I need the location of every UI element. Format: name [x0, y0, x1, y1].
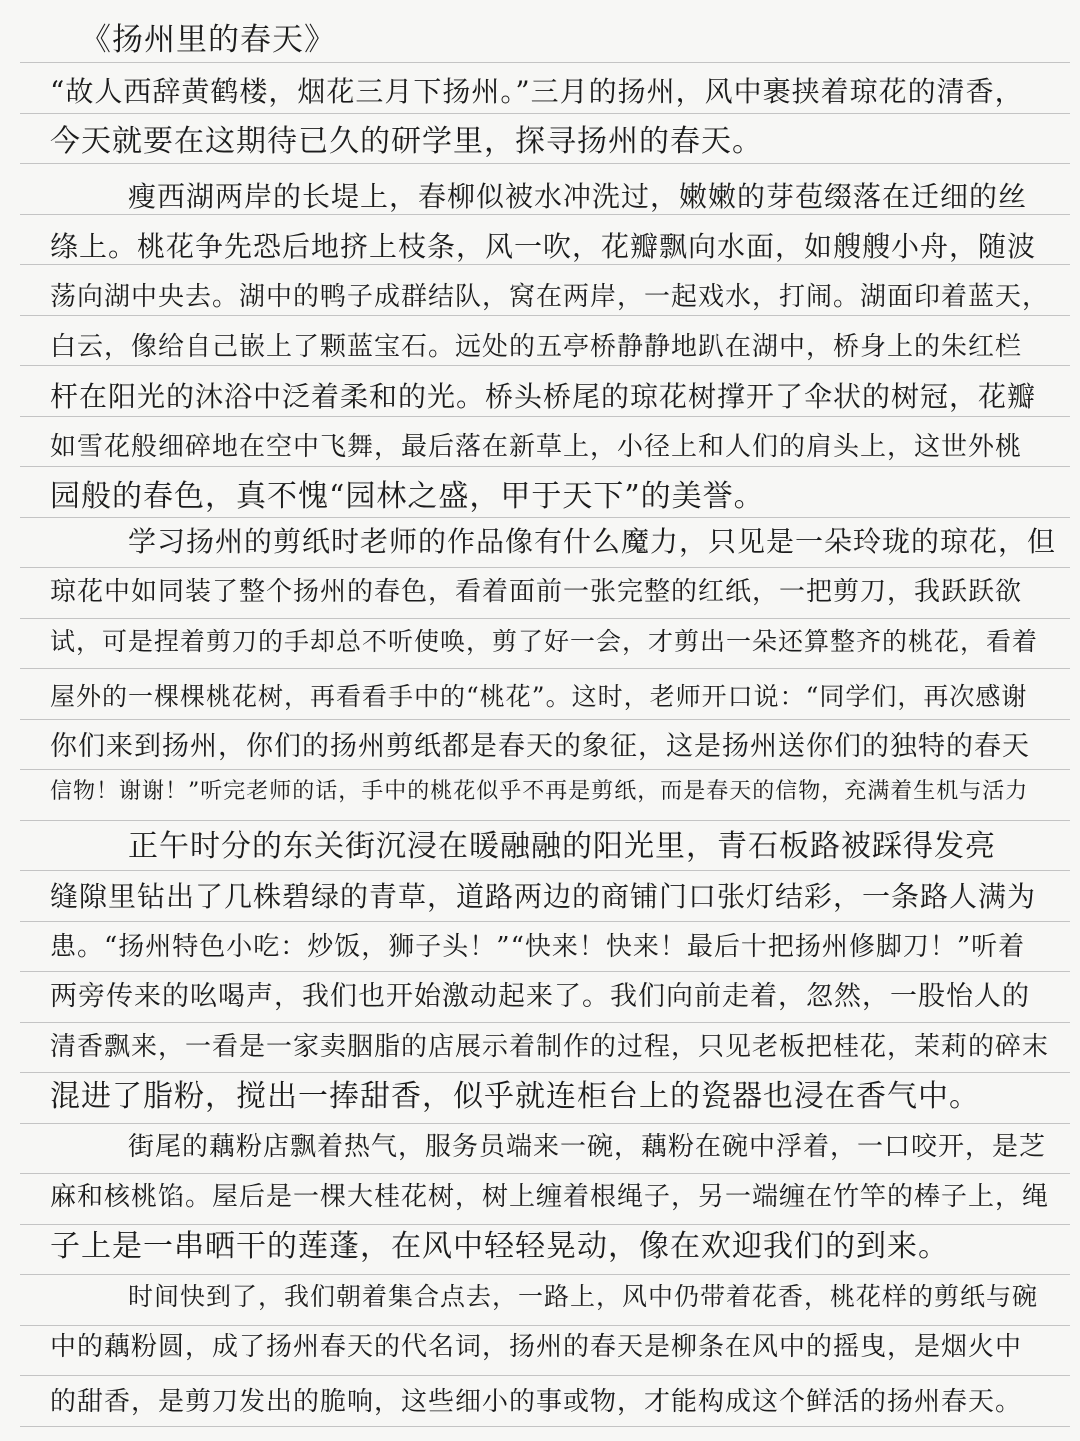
essay-line: 中的藕粉圆，成了扬州春天的代名词，扬州的春天是柳条在风中的摇曳，是烟火中 [50, 1332, 1023, 1362]
essay-line: 缝隙里钻出了几株碧绿的青草，道路两边的商铺门口张灯结彩，一条路人满为 [50, 880, 1037, 913]
ruled-line [20, 1022, 1070, 1023]
essay-line: 学习扬州的剪纸时老师的作品像有什么魔力，只见是一朵玲珑的琼花，但 [128, 525, 1057, 558]
essay-line: 子上是一串晒干的莲蓬，在风中轻轻晃动，像在欢迎我们的到来。 [50, 1229, 949, 1264]
essay-line: 今天就要在这期待已久的研学里，探寻扬州的春天。 [50, 124, 763, 159]
essay-line: 琼花中如同装了整个扬州的春色，看着面前一张完整的红纸，一把剪刀，我跃跃欲 [50, 577, 1023, 607]
ruled-line [20, 1375, 1070, 1376]
essay-line: 时间快到了，我们朝着集合点去，一路上，风中仍带着花香，桃花样的剪纸与碗 [128, 1282, 1039, 1311]
ruled-line [20, 1072, 1070, 1073]
essay-line: 瘦西湖两岸的长堤上，春柳似被水冲洗过，嫩嫩的芽苞缀落在迁细的丝 [128, 180, 1028, 213]
ruled-line [20, 668, 1070, 669]
essay-line: 试，可是捏着剪刀的手却总不听使唤，剪了好一会，才剪出一朵还算整齐的桃花，看着 [50, 627, 1039, 656]
essay-line: 街尾的藕粉店飘着热气，服务员端来一碗，藕粉在碗中浮着，一口咬开，是芝 [128, 1132, 1047, 1162]
essay-line: 白云，像给自己嵌上了颗蓝宝石。远处的五亭桥静静地趴在湖中，桥身上的朱红栏 [50, 332, 1023, 362]
essay-line: 的甜香，是剪刀发出的脆响，这些细小的事或物，才能构成这个鲜活的扬州春天。 [50, 1387, 1023, 1417]
ruled-line [20, 719, 1070, 720]
ruled-line [20, 921, 1070, 922]
ruled-line [20, 1173, 1070, 1174]
ruled-line [20, 62, 1070, 63]
essay-line: 混进了脂粉，搅出一捧甜香，似乎就连柜台上的瓷器也浸在香气中。 [50, 1079, 980, 1114]
essay-line: 患。“扬州特色小吃：炒饭，狮子头！”“快来！快来！最后十把扬州修脚刀！”听着 [50, 932, 1026, 962]
essay-line: 清香飘来，一看是一家卖胭脂的店展示着制作的过程，只见老板把桂花，茉莉的碎末 [50, 1032, 1050, 1062]
ruled-line [20, 820, 1070, 821]
ruled-line [20, 870, 1070, 871]
essay-line: 绦上。桃花争先恐后地挤上枝条，风一吹，花瓣飘向水面，如艘艘小舟，随波 [50, 230, 1037, 263]
essay-line: 屋外的一棵棵桃花树，再看看手中的“桃花”。这时，老师开口说：“同学们，再次感谢 [50, 682, 1028, 711]
essay-line: 园般的春色，真不愧“园林之盛，甲于天下”的美誉。 [50, 479, 765, 514]
essay-title: 《扬州里的春天》 [80, 22, 336, 58]
essay-line: 麻和核桃馅。屋后是一棵大桂花树，树上缠着根绳子，另一端缠在竹竿的棒子上，绳 [50, 1182, 1050, 1212]
essay-line: 信物！谢谢！”听完老师的话，手中的桃花似乎不再是剪纸，而是春天的信物，充满着生机与活力 [50, 779, 1029, 804]
essay-line: 荡向湖中央去。湖中的鸭子成群结队，窝在两岸，一起戏水，打闹。湖面印着蓝天， [50, 282, 1050, 312]
ruled-line [20, 567, 1070, 568]
essay-line: 正午时分的东关街沉浸在暖融融的阳光里，青石板路被踩得发亮 [128, 829, 996, 864]
essay-line: 两旁传来的吆喝声，我们也开始激动起来了。我们向前走着，忽然，一股怡人的 [50, 981, 1030, 1012]
essay-line: 杆在阳光的沐浴中泛着柔和的光。桥头桥尾的琼花树撑开了伞状的树冠，花瓣 [50, 380, 1037, 413]
ruled-line [20, 971, 1070, 972]
essay-line: “故人西辞黄鹤楼，烟花三月下扬州。”三月的扬州，风中裹挟着琼花的清香， [50, 75, 1024, 108]
ruled-line [20, 1426, 1070, 1427]
ruled-line [20, 1123, 1070, 1124]
ruled-line [20, 618, 1070, 619]
essay-line: 你们来到扬州，你们的扬州剪纸都是春天的象征，这是扬州送你们的独特的春天 [50, 731, 1030, 762]
essay-line: 如雪花般细碎地在空中飞舞，最后落在新草上，小径上和人们的肩头上，这世外桃 [50, 432, 1023, 462]
